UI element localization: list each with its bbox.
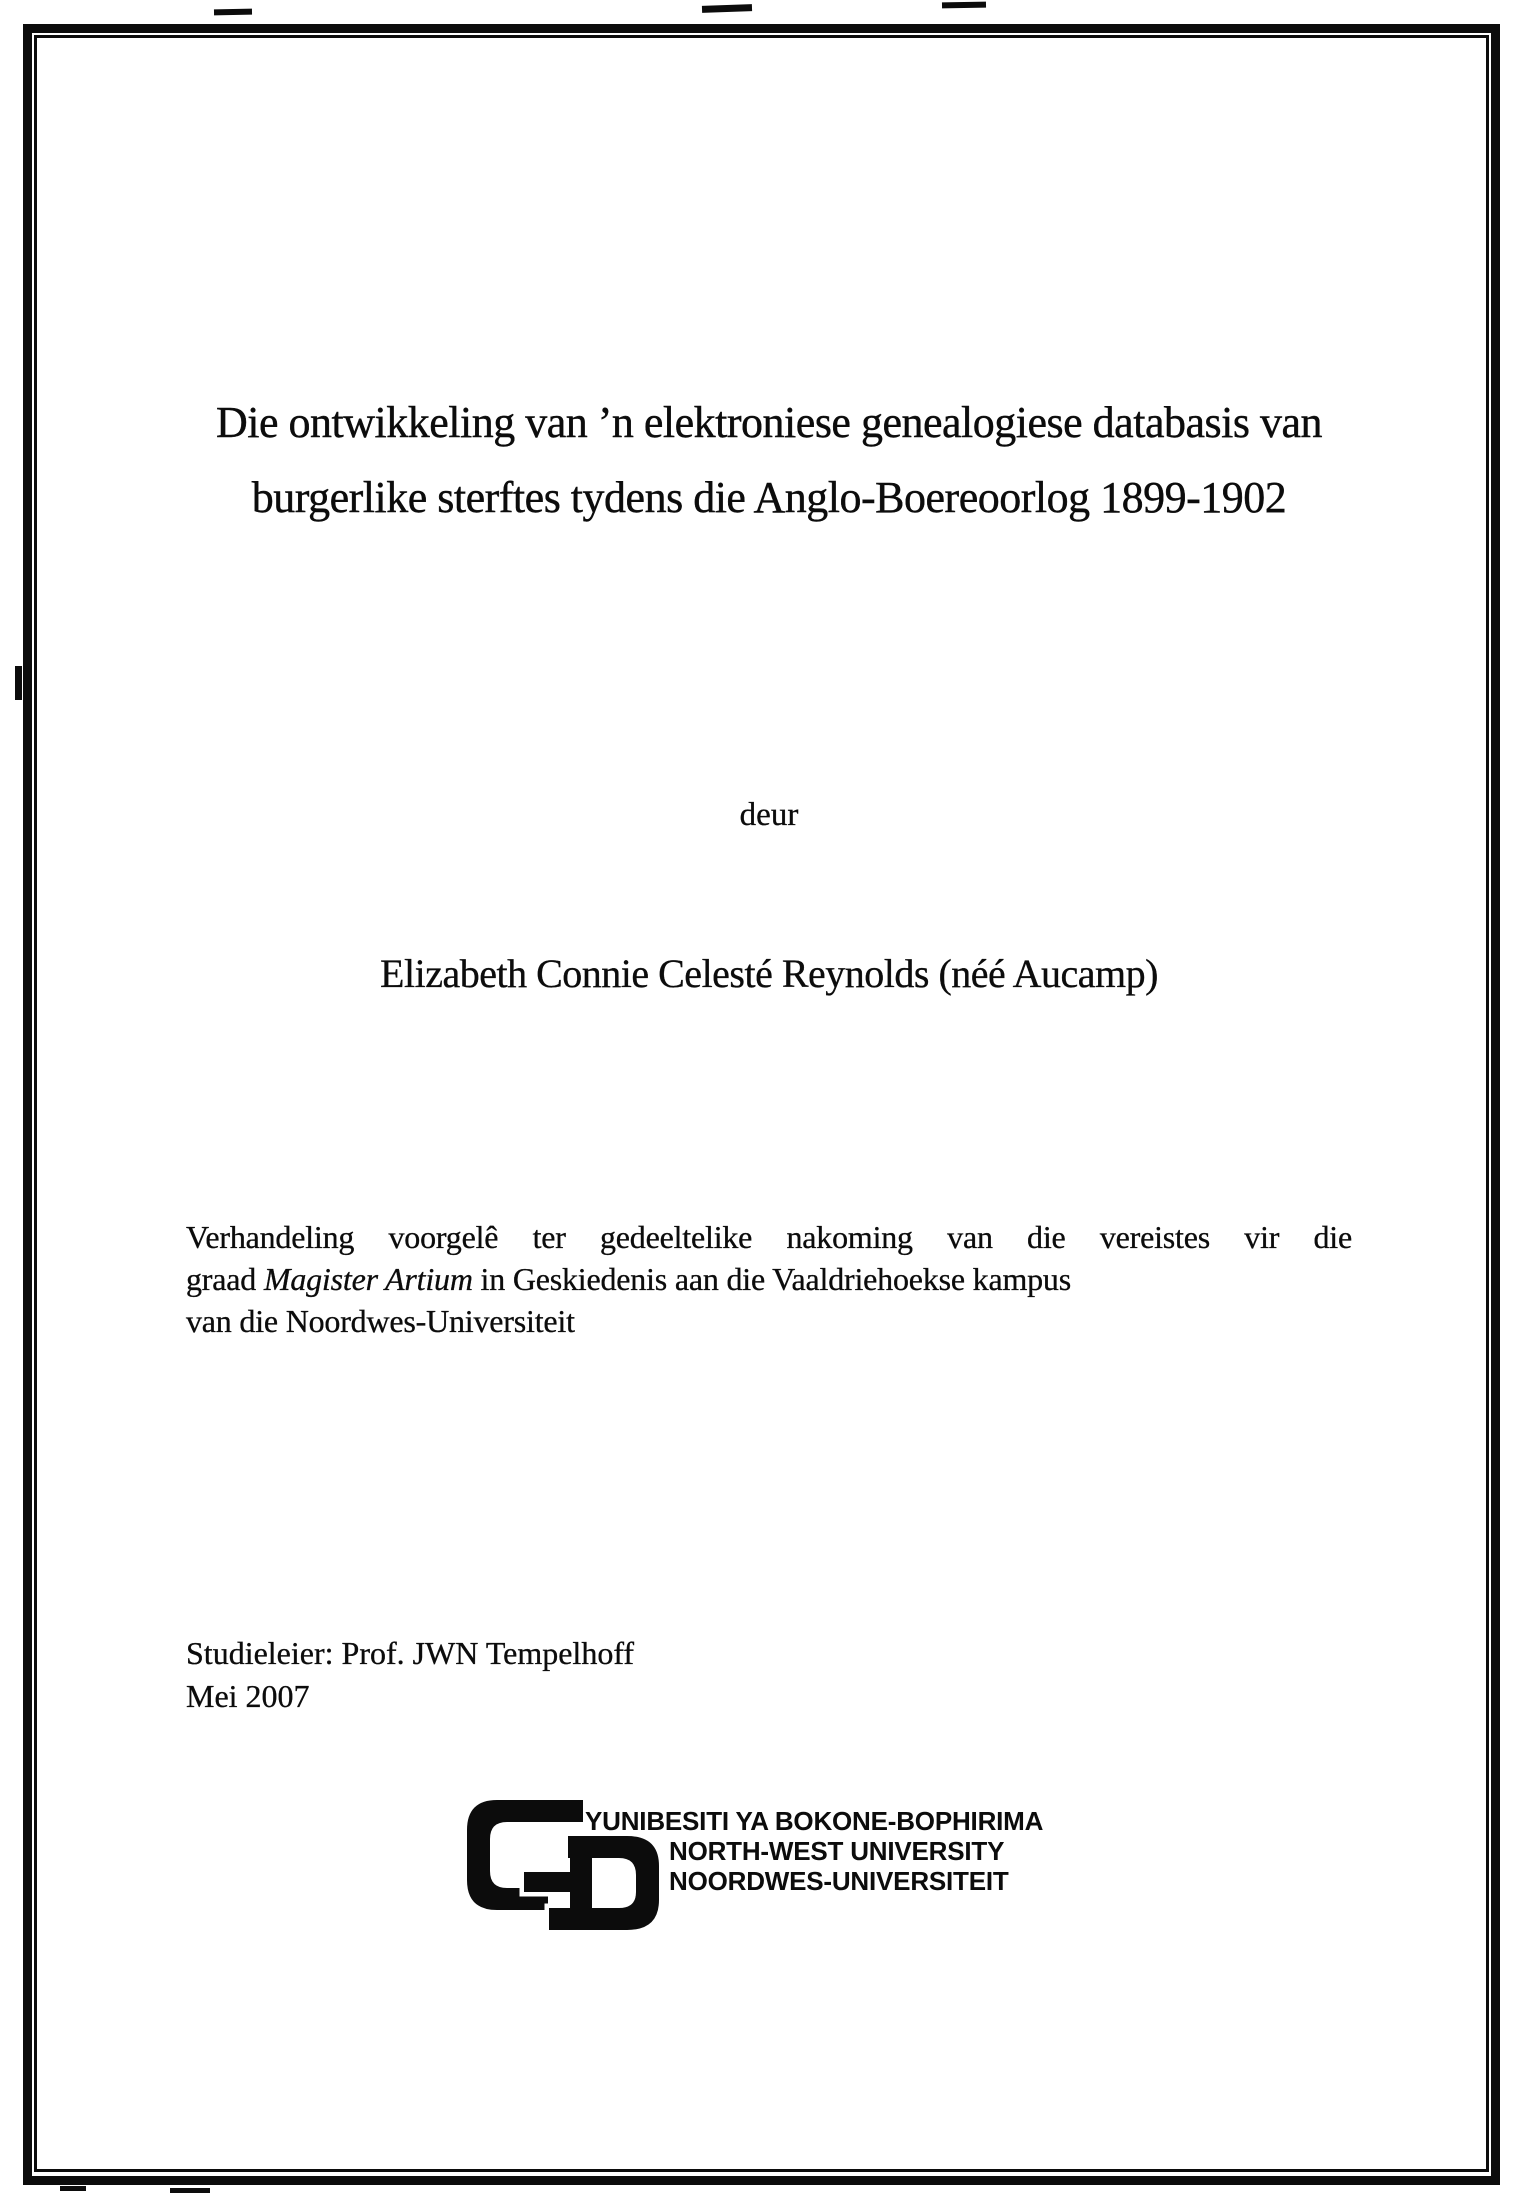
scan-artifact: [15, 666, 22, 700]
byline-label: deur: [739, 797, 799, 833]
submission-note-line2: [186, 1258, 1352, 1300]
thesis-title-line1: Die ontwikkeling van ’n elektroniese genealogiese databasis van: [215, 398, 1322, 447]
submission-note: [186, 1216, 1352, 1342]
university-logo: [467, 1800, 1067, 1935]
submission-note-line2-pre: graad: [186, 1261, 264, 1297]
scan-artifact: [170, 2188, 210, 2193]
degree-name-italic: Magister Artium: [263, 1261, 473, 1297]
logo-text-english: NORTH-WEST UNIVERSITY: [669, 1836, 1005, 1866]
supervisor-block: [186, 1632, 1352, 1718]
university-logo-text: [585, 1806, 1043, 1896]
logo-text-setswana: YUNIBESITI YA BOKONE-BOPHIRIMA: [585, 1806, 1044, 1836]
author-name: Elizabeth Connie Celesté Reynolds (néé Aucamp): [380, 951, 1158, 996]
supervisor-line: Studieleier: Prof. JWN Tempelhoff: [186, 1635, 635, 1671]
submission-note-line2-post: in Geskiedenis aan die Vaaldriehoekse kampus: [472, 1261, 1071, 1297]
scan-artifact: [702, 4, 752, 13]
scan-artifact: [942, 2, 986, 9]
scan-artifact: [60, 2186, 86, 2191]
submission-note-line1: Verhandeling voorgelê ter gedeeltelike nakoming van die vereistes vir die: [186, 1219, 1352, 1255]
logo-text-afrikaans: NOORDWES-UNIVERSITEIT: [669, 1866, 1009, 1896]
submission-note-line3: van die Noordwes-Universiteit: [186, 1303, 575, 1339]
scan-artifact: [214, 9, 252, 16]
thesis-title: [186, 385, 1352, 535]
thesis-title-line2: burgerlike sterftes tydens die Anglo-Boereoorlog 1899-1902: [251, 473, 1287, 522]
date-line: Mei 2007: [186, 1678, 310, 1714]
